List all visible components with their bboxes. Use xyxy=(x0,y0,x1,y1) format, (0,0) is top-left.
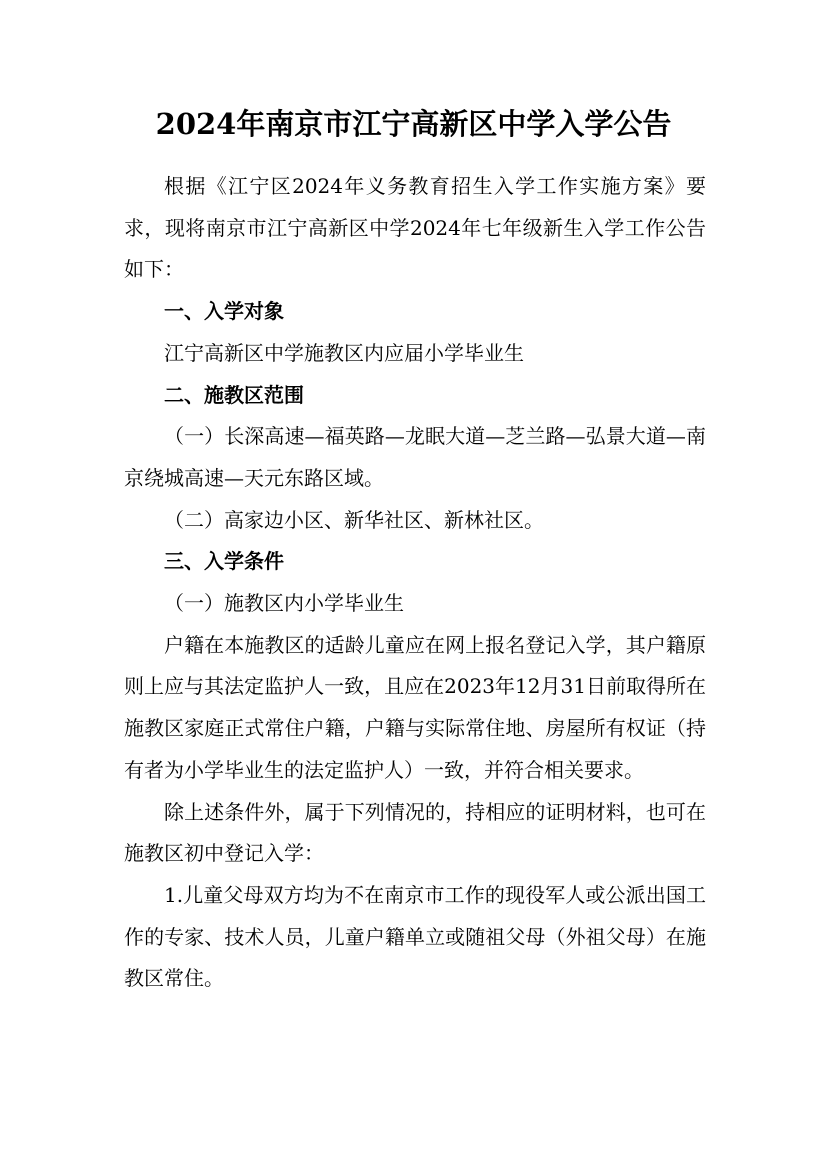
section3-paragraph-2: 除上述条件外，属于下列情况的，持相应的证明材料，也可在施教区初中登记入学： xyxy=(124,799,706,866)
document-title: 2024年南京市江宁高新区中学入学公告 xyxy=(155,107,672,141)
section2-item-2: （二）高家边小区、新华社区、新林社区。 xyxy=(164,507,544,532)
section2-item-1: （一）长深高速—福英路—龙眠大道—芝兰路—弘景大道—南京绕城高速—天元东路区域。 xyxy=(124,424,706,490)
section-heading-2: 二、施教区范围 xyxy=(164,382,304,407)
section3-subheading: （一）施教区内小学毕业生 xyxy=(164,591,404,616)
section-heading-3: 三、入学条件 xyxy=(164,549,284,574)
section1-text: 江宁高新区中学施教区内应届小学毕业生 xyxy=(164,340,524,365)
document-body xyxy=(124,166,706,1000)
section3-paragraph-3: 1.儿童父母双方均为不在南京市工作的现役军人或公派出国工作的专家、技术人员，儿童户籍单立或随祖父母（外祖父母）在施教区常住。 xyxy=(124,882,706,991)
section3-paragraph-1: 户籍在本施教区的适龄儿童应在网上报名登记入学，其户籍原则上应与其法定监护人一致，且应在2023年12月31日前取得所在施教区家庭正式常住户籍，户籍与实际常住地、房屋所有权证（持有者为小学毕业生的法定监护人）一致，并符合相关要求。 xyxy=(124,632,706,782)
section-heading-1: 一、入学对象 xyxy=(164,299,284,324)
intro-paragraph: 根据《江宁区2024年义务教育招生入学工作实施方案》要求，现将南京市江宁高新区中学2024年七年级新生入学工作公告如下： xyxy=(124,174,706,282)
